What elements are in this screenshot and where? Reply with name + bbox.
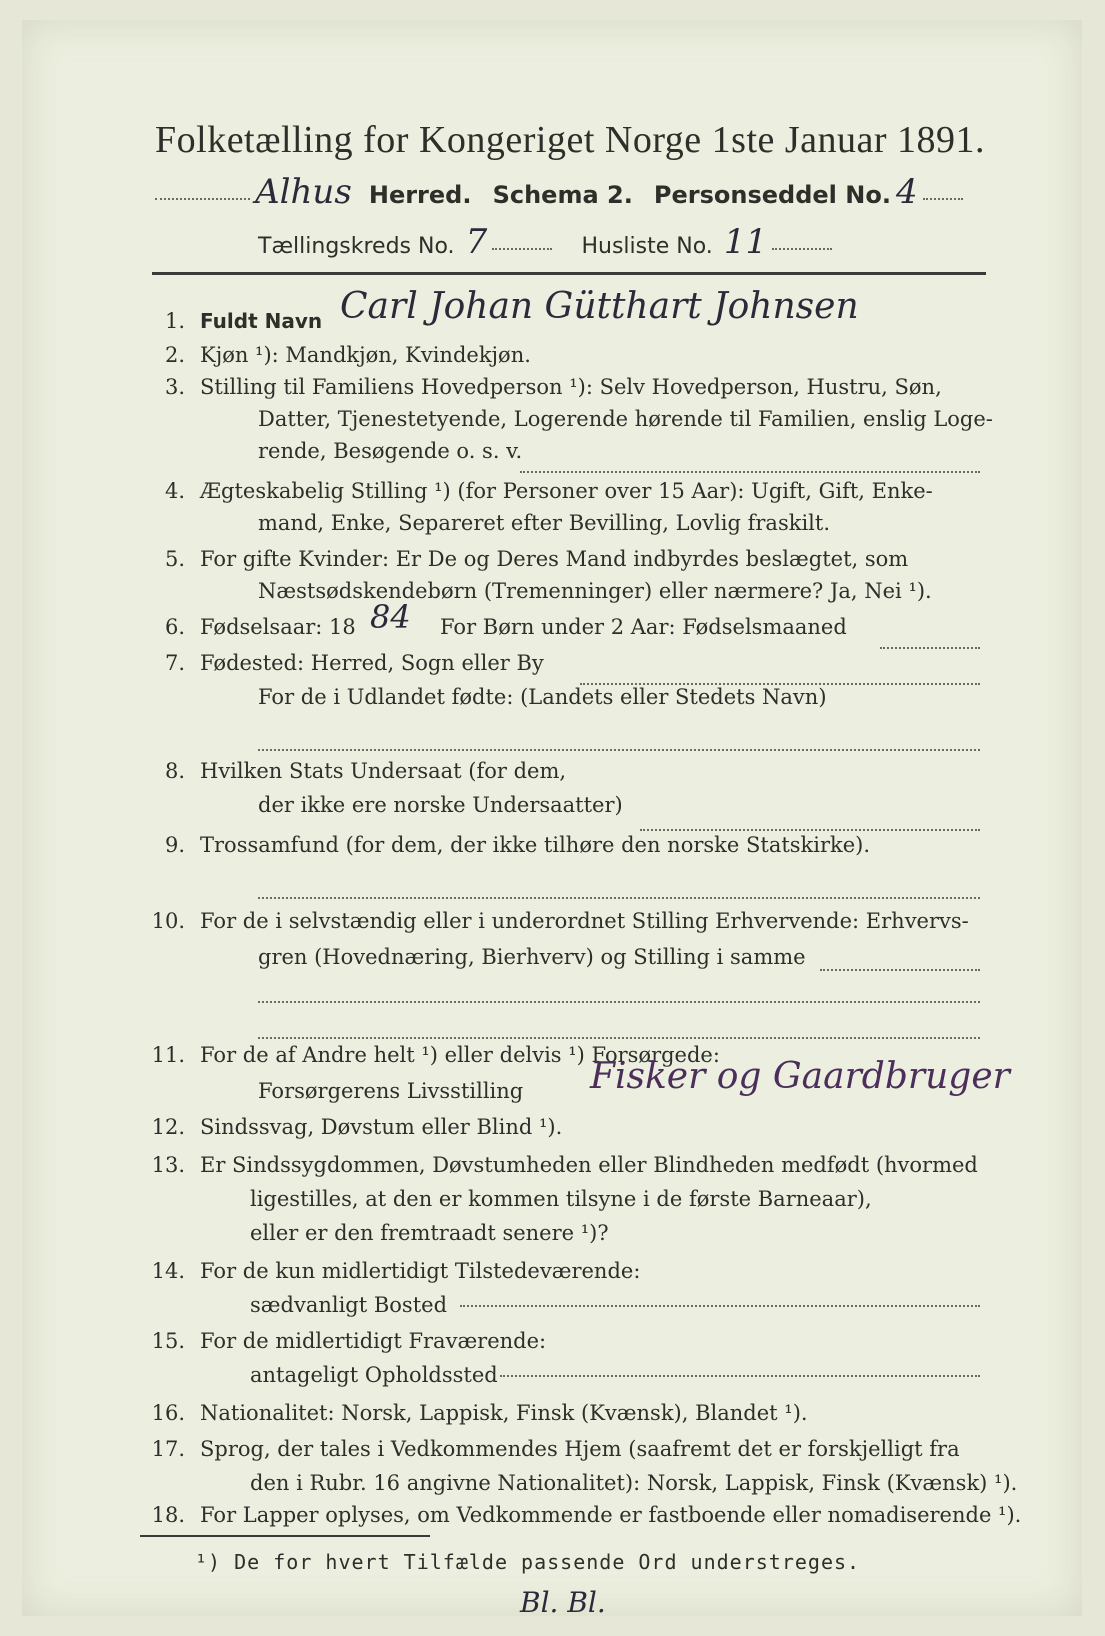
item-line-2: For de i Udlandet fødte: (Landets eller Stedets Navn) <box>258 685 827 709</box>
answer-line <box>520 470 980 473</box>
answer-line <box>460 1304 980 1307</box>
item-line-2: sædvanligt Bosted <box>250 1293 448 1317</box>
item-label: Ægteskabelig Stilling ¹) (for Personer over 15 Aar): Ugift, Gift, Enke- <box>200 479 933 503</box>
item-label: Trossamfund (for dem, der ikke tilhøre den norske Statskirke). <box>200 833 871 857</box>
item-number: 4. <box>164 479 185 503</box>
item-number: 18. <box>151 1503 185 1527</box>
item-number: 17. <box>151 1437 185 1461</box>
item-label: Stilling til Familiens Hovedperson ¹): Selv Hovedperson, Hustru, Søn, <box>200 375 942 399</box>
item-line-3: eller er den fremtraadt senere ¹)? <box>250 1221 609 1245</box>
item-number: 3. <box>164 375 185 399</box>
item-label: Sprog, der tales i Vedkommendes Hjem (saafremt det er forskjelligt fra <box>200 1437 960 1461</box>
item-number: 5. <box>164 547 185 571</box>
answer-line <box>258 1036 980 1039</box>
occupation-handwritten: Fisker og Gaardbruger <box>590 1056 1010 1097</box>
item-label: For de i selvstændig eller i underordnet Stilling Erhvervende: Erhvervs- <box>200 909 969 933</box>
item-label: For Lapper oplyses, om Vedkommende er fastboende eller nomadiserende ¹). <box>200 1503 1022 1527</box>
answer-line <box>820 968 980 971</box>
header-line-1 <box>155 172 963 212</box>
item-label: For de af Andre helt ¹) eller delvis ¹) Forsørgede: <box>200 1043 720 1067</box>
item-line-2: antageligt Opholdssted <box>250 1363 498 1387</box>
herred-label: Herred. <box>368 181 472 209</box>
kreds-label: Tællingskreds No. <box>258 234 455 259</box>
item-line-2: Datter, Tjenestetyende, Logerende hørende til Familien, enslig Loge- <box>258 407 993 431</box>
item-line-2: ligestilles, at den er kommen tilsyne i de første Barneaar), <box>250 1187 872 1211</box>
personseddel-number: 4 <box>896 172 918 212</box>
item-label: Nationalitet: Norsk, Lappisk, Finsk (Kvænsk), Blandet ¹). <box>200 1401 808 1425</box>
answer-line <box>258 896 980 899</box>
item-label: For de kun midlertidigt Tilstedeværende: <box>200 1259 641 1283</box>
answer-line <box>500 1374 980 1377</box>
item-number: 8. <box>164 759 185 783</box>
item-line-2: Næstsødskendebørn (Tremenninger) eller nærmere? Ja, Nei ¹). <box>258 579 932 603</box>
header-rule <box>152 272 986 275</box>
initials-handwritten: Bl. Bl. <box>520 1586 606 1619</box>
item-label: For de midlertidigt Fraværende: <box>200 1329 547 1353</box>
item-line-2: den i Rubr. 16 angivne Nationalitet): Norsk, Lappisk, Finsk (Kvænsk) ¹). <box>250 1471 1018 1495</box>
item-label: Hvilken Stats Undersaat (for dem, <box>200 759 567 783</box>
footnote: ¹) De for hvert Tilfælde passende Ord understreges. <box>195 1550 861 1574</box>
item-label: Fødselsaar: 18 <box>200 615 356 639</box>
item-number: 6. <box>164 615 185 639</box>
item-number: 13. <box>151 1153 185 1177</box>
form-title: Folketælling for Kongeriget Norge 1ste Januar 1891. <box>155 119 986 161</box>
item-label: Fødested: Herred, Sogn eller By <box>200 651 544 675</box>
husliste-number: 11 <box>723 222 768 262</box>
item-number: 16. <box>151 1401 185 1425</box>
item-label: Kjøn ¹): Mandkjøn, Kvindekjøn. <box>200 343 531 367</box>
kreds-number: 7 <box>465 222 488 262</box>
item-line-2: Forsørgerens Livsstilling <box>258 1079 524 1103</box>
item-label-2: For Børn under 2 Aar: Fødselsmaaned <box>440 615 847 639</box>
item-number: 9. <box>164 833 185 857</box>
item-number: 10. <box>151 909 185 933</box>
item-line-2: der ikke ere norske Undersaatter) <box>258 793 623 817</box>
birth-year-handwritten: 84 <box>370 598 411 636</box>
answer-line <box>258 1000 980 1003</box>
item-label: Fuldt Navn <box>200 309 323 333</box>
item-line-2: gren (Hovednæring, Bierhverv) og Stilling i samme <box>258 945 806 969</box>
herred-handwritten: Alhus <box>255 172 352 212</box>
item-number: 2. <box>164 343 185 367</box>
answer-line <box>640 828 980 831</box>
schema-label: Schema 2. <box>492 181 633 209</box>
item-number: 11. <box>151 1043 185 1067</box>
item-number: 1. <box>164 309 185 333</box>
answer-line <box>258 748 980 751</box>
item-label: Er Sindssygdommen, Døvstumheden eller Blindheden medfødt (hvormed <box>200 1153 978 1177</box>
item-number: 14. <box>151 1259 185 1283</box>
item-label: For gifte Kvinder: Er De og Deres Mand indbyrdes beslægtet, som <box>200 547 909 571</box>
full-name-handwritten: Carl Johan Gütthart Johnsen <box>340 286 859 327</box>
item-line-3: rende, Besøgende o. s. v. <box>258 439 523 463</box>
item-number: 12. <box>151 1115 185 1139</box>
answer-line <box>580 682 980 685</box>
husliste-label: Husliste No. <box>581 234 713 259</box>
personseddel-label: Personseddel No. <box>653 181 891 209</box>
item-number: 7. <box>164 651 185 675</box>
item-number: 15. <box>151 1329 185 1353</box>
footnote-rule <box>140 1535 430 1537</box>
item-label: Sindssvag, Døvstum eller Blind ¹). <box>200 1115 563 1139</box>
item-line-2: mand, Enke, Separeret efter Bevilling, Lovlig fraskilt. <box>258 511 831 535</box>
header-line-2 <box>258 222 832 262</box>
answer-line <box>880 646 980 649</box>
